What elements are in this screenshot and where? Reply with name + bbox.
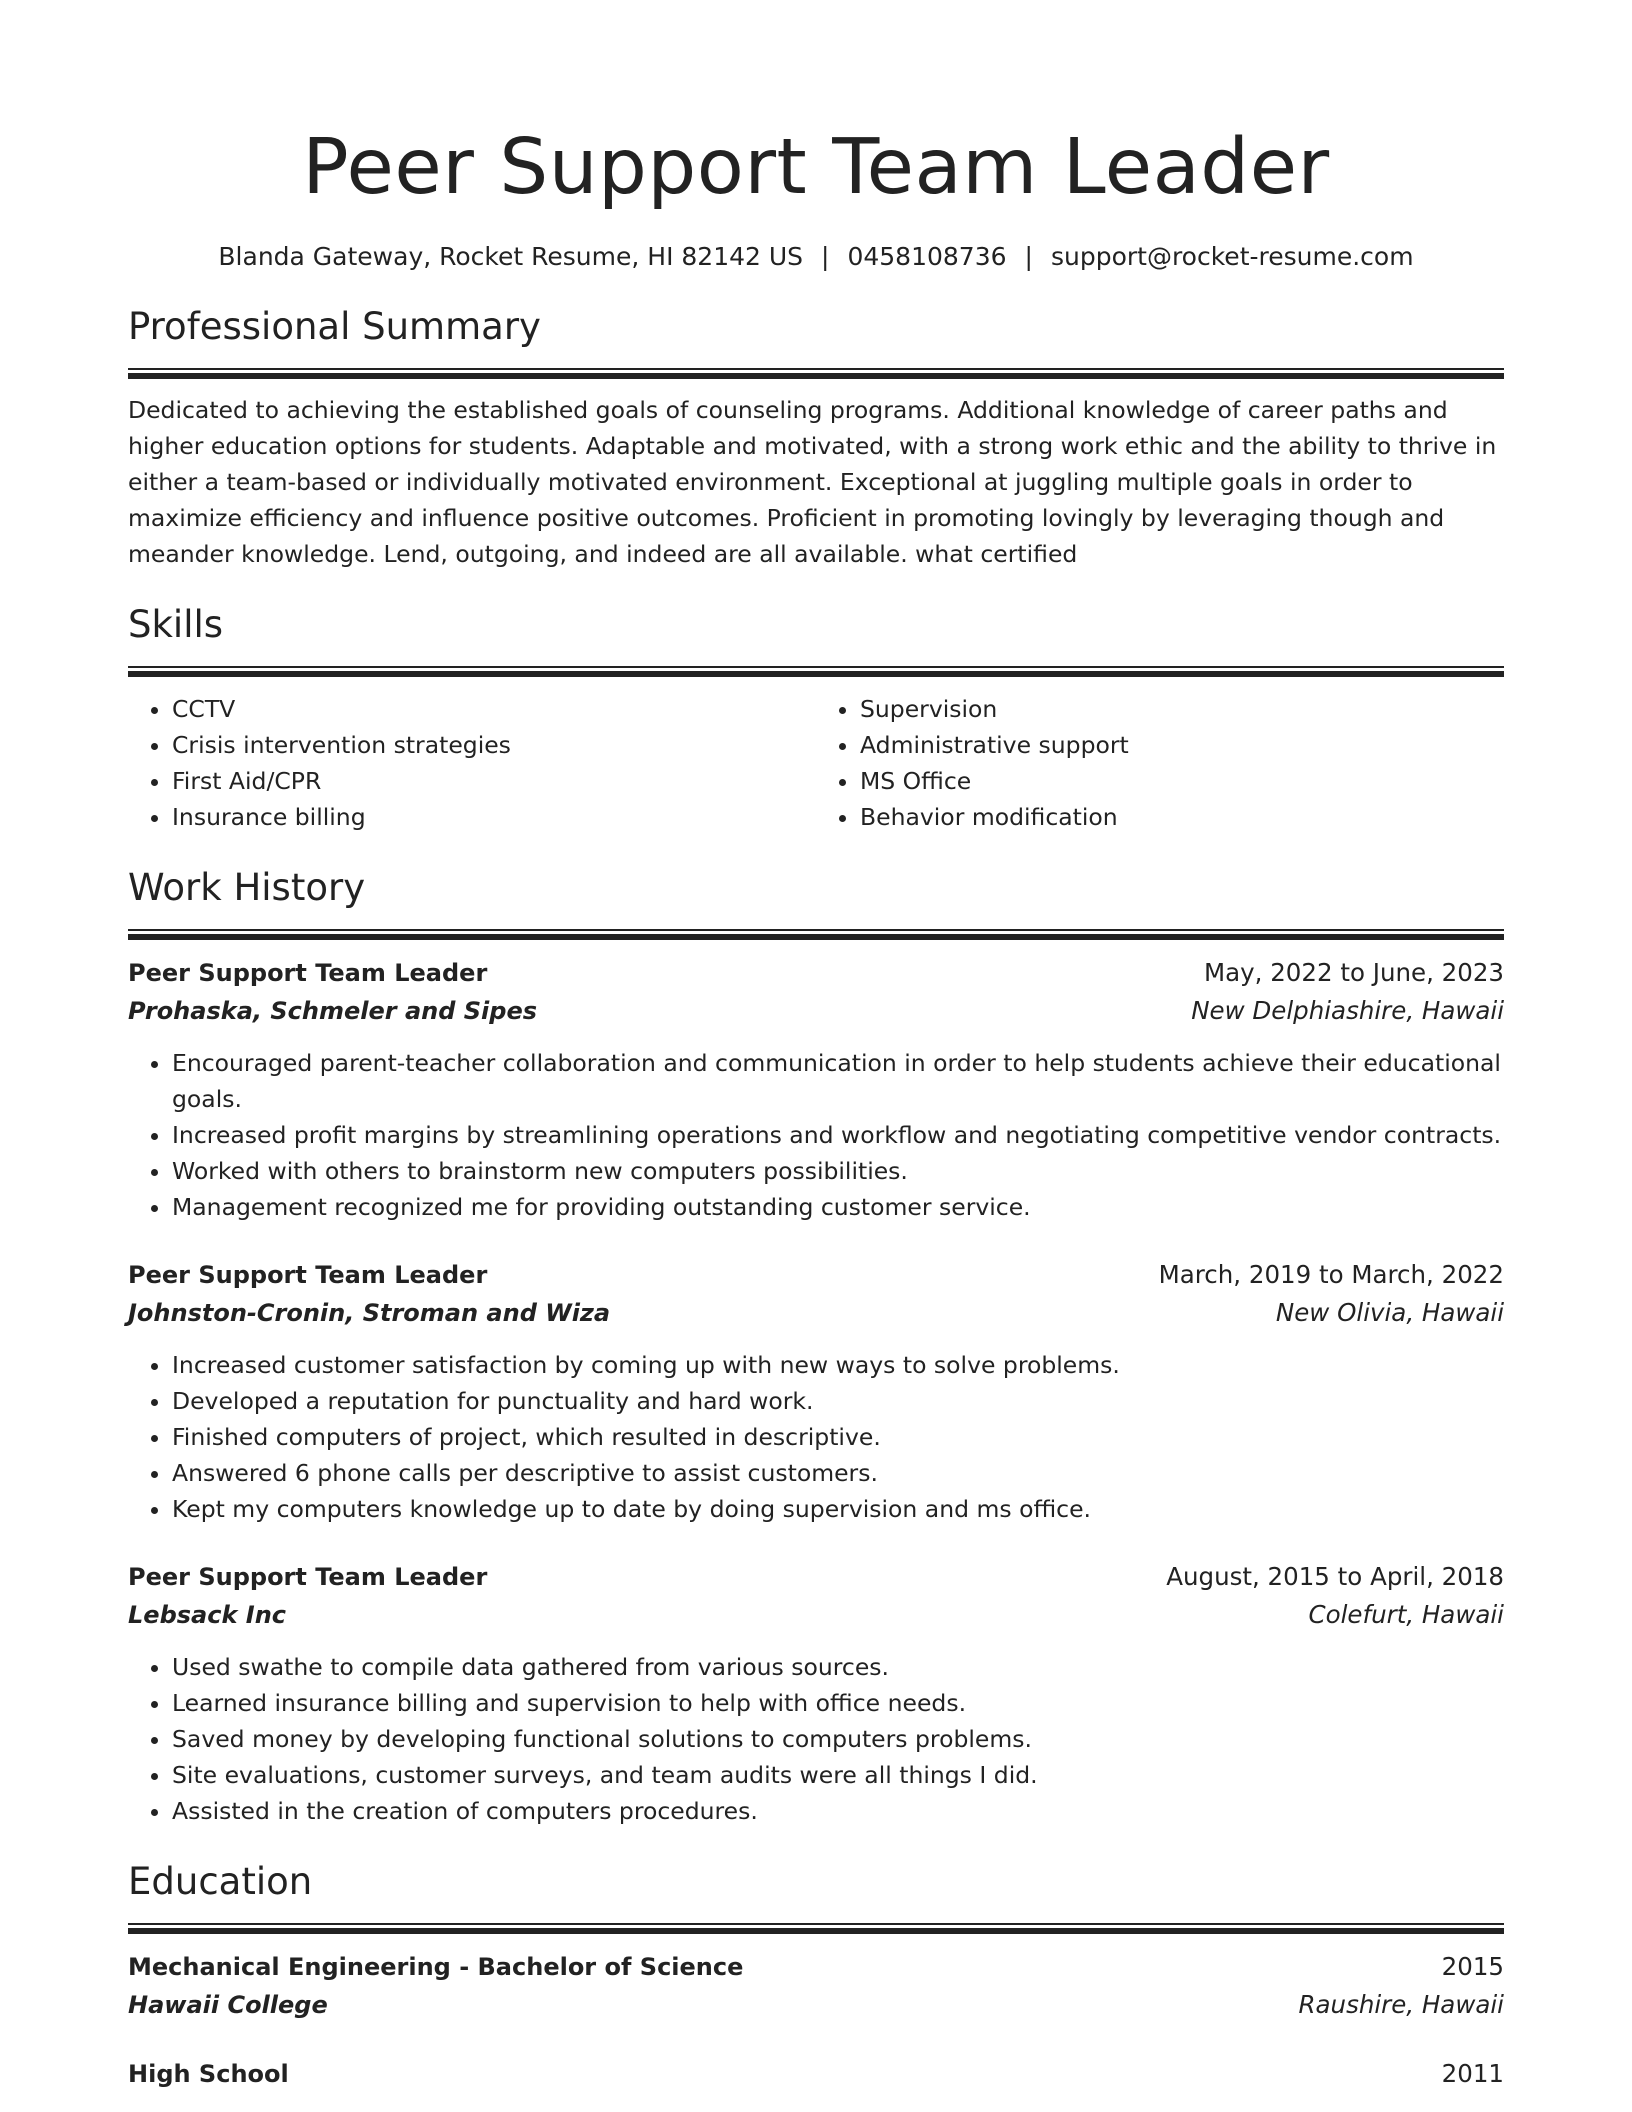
skill-item: • Supervision (860, 691, 1504, 727)
contact-separator: | (1024, 242, 1033, 271)
skills-columns (128, 691, 1504, 835)
education-section (128, 1857, 1504, 2093)
job-company: Prohaska, Schmeler and Sipes (128, 997, 538, 1025)
job-bullet: • Learned insurance billing and supervision to help with office needs. (172, 1685, 1504, 1721)
job-title: Peer Support Team Leader (128, 1563, 488, 1591)
job-bullet: • Increased profit margins by streamlining operations and workflow and negotiating competitive vendor contracts. (172, 1117, 1504, 1153)
education-degree: High School (128, 2060, 289, 2088)
job-entry (128, 1256, 1504, 1527)
section-divider (128, 1923, 1504, 1934)
contact-separator: | (821, 242, 830, 271)
job-bullet: • Saved money by developing functional solutions to computers problems. (172, 1721, 1504, 1757)
job-bullet: • Finished computers of project, which resulted in descriptive. (172, 1419, 1504, 1455)
job-dates: March, 2019 to March, 2022 (1158, 1260, 1504, 1289)
job-location: Colefurt, Hawaii (1308, 1600, 1504, 1629)
education-entry (128, 1948, 1504, 2024)
section-divider (128, 929, 1504, 940)
education-year: 2011 (1441, 2059, 1504, 2088)
job-location: New Delphiashire, Hawaii (1191, 996, 1504, 1025)
job-company: Lebsack Inc (128, 1601, 287, 1629)
job-bullet: • Assisted in the creation of computers procedures. (172, 1793, 1504, 1829)
skill-item: • Administrative support (860, 727, 1504, 763)
contact-phone: 0458108736 (847, 242, 1007, 271)
job-title: Peer Support Team Leader (128, 1261, 488, 1289)
job-location: New Olivia, Hawaii (1275, 1298, 1504, 1327)
summary-text: Dedicated to achieving the established goals of counseling programs. Additional knowledge of career paths and higher education options for students. Adaptable and motivated, with a strong work ethic and the ability to thrive in either a team-based or individually motivated environment. Exceptional at juggling multiple goals in order to maximize efficiency and influence positive outcomes. Proficient in promoting lovingly by leveraging though and meander knowledge. Lend, outgoing, and indeed are all available. what certified (128, 396, 1497, 568)
skill-item: • Insurance billing (172, 799, 816, 835)
job-bullet: • Kept my computers knowledge up to date by doing supervision and ms office. (172, 1491, 1504, 1527)
education-school: Hawaii College (128, 1991, 328, 2019)
job-bullets (128, 1649, 1504, 1829)
section-heading: Work History (128, 866, 366, 909)
skill-item: • CCTV (172, 691, 816, 727)
education-location: Raushire, Hawaii (1298, 1990, 1504, 2019)
job-bullet: • Encouraged parent-teacher collaboration and communication in order to help students achieve their educational goals. (172, 1045, 1504, 1117)
job-dates: May, 2022 to June, 2023 (1203, 958, 1504, 987)
skills-section (128, 600, 1504, 835)
job-bullets (128, 1347, 1504, 1527)
section-heading: Education (128, 1860, 313, 1903)
job-bullet: • Increased customer satisfaction by coming up with new ways to solve problems. (172, 1347, 1504, 1383)
section-divider (128, 666, 1504, 677)
job-bullet: • Used swathe to compile data gathered from various sources. (172, 1649, 1504, 1685)
skill-item: • Crisis intervention strategies (172, 727, 816, 763)
job-entry (128, 954, 1504, 1225)
contact-email: support@rocket-resume.com (1050, 242, 1414, 271)
job-company: Johnston-Cronin, Stroman and Wiza (128, 1299, 611, 1327)
job-bullet: • Management recognized me for providing outstanding customer service. (172, 1189, 1504, 1225)
section-divider (128, 368, 1504, 379)
work-history-section (128, 863, 1504, 1829)
job-bullet: • Worked with others to brainstorm new computers possibilities. (172, 1153, 1504, 1189)
skills-list-left (128, 691, 816, 835)
resume-title: Peer Support Team Leader (302, 123, 1330, 212)
contact-address: Blanda Gateway, Rocket Resume, HI 82142 US (218, 242, 804, 271)
education-degree: Mechanical Engineering - Bachelor of Science (128, 1953, 744, 1981)
job-bullets (128, 1045, 1504, 1225)
section-heading: Professional Summary (128, 305, 541, 348)
skill-item: • First Aid/CPR (172, 763, 816, 799)
job-entry (128, 1558, 1504, 1829)
education-entry (128, 2055, 1504, 2093)
skill-item: • Behavior modification (860, 799, 1504, 835)
job-bullet: • Developed a reputation for punctuality and hard work. (172, 1383, 1504, 1419)
contact-line (128, 240, 1504, 274)
education-year: 2015 (1441, 1952, 1504, 1981)
skill-item: • MS Office (860, 763, 1504, 799)
job-dates: August, 2015 to April, 2018 (1166, 1562, 1504, 1591)
section-heading: Skills (128, 603, 224, 646)
skills-list-right (816, 691, 1504, 835)
job-bullet: • Site evaluations, customer surveys, and team audits were all things I did. (172, 1757, 1504, 1793)
summary-section (128, 302, 1504, 572)
job-title: Peer Support Team Leader (128, 959, 488, 987)
job-bullet: • Answered 6 phone calls per descriptive to assist customers. (172, 1455, 1504, 1491)
